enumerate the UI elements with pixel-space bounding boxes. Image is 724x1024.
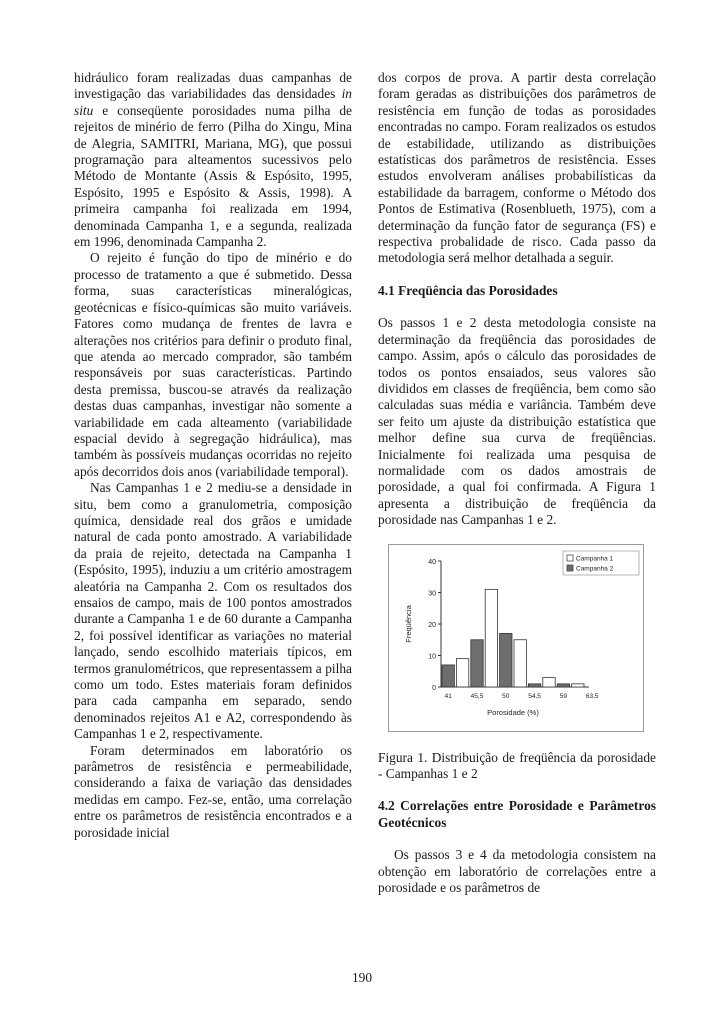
legend-swatch: [567, 555, 573, 561]
y-tick-label: 40: [428, 558, 436, 566]
figure-caption: Figura 1. Distribuição de freqüência da porosidade - Campanhas 1 e 2: [378, 749, 656, 781]
y-tick-label: 30: [428, 590, 436, 598]
left-column: [74, 70, 352, 841]
x-tick-label: 50: [502, 692, 510, 700]
y-tick-label: 10: [428, 653, 436, 661]
paragraph: Os passos 1 e 2 desta metodologia consiste na determinação da freqüência das porosidades de campo. Assim, após o cálculo das porosidades de todos os pontos ensaiados, seus valores são divididos em classes de freqüência, bem como são calculadas suas média e variância. Também deve ser feito um ajuste da distribuição estatística que melhor define sua curva de freqüências. Inicialmente foi realizada uma pesquisa de normalidade com os dados amostrais de porosidade, a qual foi confirmada. A Figura 1 apresenta a distribuição de freqüência da porosidade nas Campanhas 1 e 2.: [378, 315, 656, 528]
paragraph: O rejeito é função do tipo de minério e do processo de tratamento a que é submetido. Dessa forma, suas características mineralógicas, geotécnicas e físico-químicas são muito variáveis. Fatores como mudança de frentes de lavra e alterações nos critérios para definir o produto final, que atenda ao mercado comprador, são também responsáveis por suas características. Partindo desta premissa, buscou-se através da realização destas duas campanhas, investigar não somente a variabilidade em cada alteamento (variabilidade espacial devido à segregação hidráulica), mas também às possíveis mudanças ocorridas no rejeito após decorridos dois anos (variabilidade temporal).: [74, 250, 352, 479]
legend-label: Campanha 2: [576, 565, 614, 573]
bar-campanha-2: [500, 633, 512, 687]
bar-campanha-2: [528, 683, 540, 686]
section-heading: 4.1 Freqüência das Porosidades: [378, 282, 558, 298]
bar-campanha-1: [456, 658, 468, 686]
bar-campanha-2: [442, 665, 454, 687]
section-heading: 4.2 Correlações entre Porosidade e Parâmetros Geotécnicos: [378, 798, 656, 830]
bar-campanha-2: [471, 639, 483, 686]
x-axis-label: Porosidade (%): [487, 707, 539, 717]
bar-campanha-1: [514, 639, 526, 686]
x-tick-label: 41: [444, 692, 452, 700]
paragraph: Os passos 3 e 4 da metodologia consistem na obtenção em laboratório de correlações entre a porosidade e os parâmetros de: [378, 847, 656, 895]
legend-label: Campanha 1: [576, 555, 614, 563]
bar-campanha-1: [572, 683, 584, 686]
y-tick-label: 20: [428, 621, 436, 629]
x-tick-label: 45,5: [470, 692, 484, 700]
y-axis-label: Freqüência: [404, 604, 413, 643]
bar-campanha-1: [485, 589, 497, 687]
right-column: [378, 70, 656, 896]
bar-campanha-2: [557, 683, 569, 686]
figure-1-chart: [388, 544, 644, 732]
paragraph: Foram determinados em laboratório os parâmetros de resistência e permeabilidade, considerando a faixa de variação das densidades medidas em campo. Fez-se, então, uma correlação entre os parâmetros de resistência encontrados e a porosidade inicial: [74, 742, 352, 840]
paragraph: dos corpos de prova. A partir desta correlação foram geradas as distribuições dos parâmetros de resistência em função de todas as porosidades encontradas no campo. Foram realizados os estudos de estabilidade, utilizando as distribuições estatísticas dos parâmetros de resistência. Esses estudos envolveram análises probabilísticas da estabilidade da barragem, conforme o Método dos Pontos de Estimativa (Rosenblueth, 1975), com a determinação da função fator de segurança (FS) e respectiva probalidade de risco. Cada passo da metodologia será melhor detalhada a seguir.: [378, 70, 656, 266]
x-tick-label: 54,5: [528, 692, 541, 700]
x-tick-label: 63,5: [585, 692, 599, 700]
x-tick-label: 59: [559, 692, 568, 700]
paragraph: Nas Campanhas 1 e 2 mediu-se a densidade in situ, bem como a granulometria, composição química, densidade real dos grãos e umidade natural de cada ponto amostrado. A variabilidade da praia de rejeito, detectada na Campanha 1 (Espósito, 1995), induziu a um critério amostragem aleatória na Campanha 2. Com os resultados dos ensaios de campo, mais de 100 pontos amostrados durante a Campanha 1 e de 60 durante a Campanha 2, foi possível identificar as variações no material lançado, sendo escolhido materiais típicos, em termos granulométricos, que representassem a pilha como um todo. Estes materiais foram definidos para cada campanha em separado, sendo denominados rejeitos A1 e A2, correspondendo às Campanhas 1 e 2, respectivamente.: [74, 480, 352, 742]
page-number: 190: [351, 970, 373, 985]
histogram-svg: [389, 545, 643, 731]
legend-swatch: [567, 565, 573, 571]
paragraph: hidráulico foram realizadas duas campanhas de investigação das variabilidades das densidades in situ e conseqüente porosidades numa pilha de rejeitos de minério de ferro (Pilha do Xingu, Mina de Alegria, SAMITRI, Mariana, MG), que possui programação para alteamentos sucessivos pelo Método de Montante (Assis & Espósito, 1995, Espósito, 1995 e Espósito & Assis, 1998). A primeira campanha foi realizada em 1994, denominada Campanha 1, e a segunda, realizada em 1996, denominada Campanha 2.: [74, 70, 352, 250]
bar-campanha-1: [543, 677, 555, 686]
y-tick-label: 0: [432, 684, 436, 692]
